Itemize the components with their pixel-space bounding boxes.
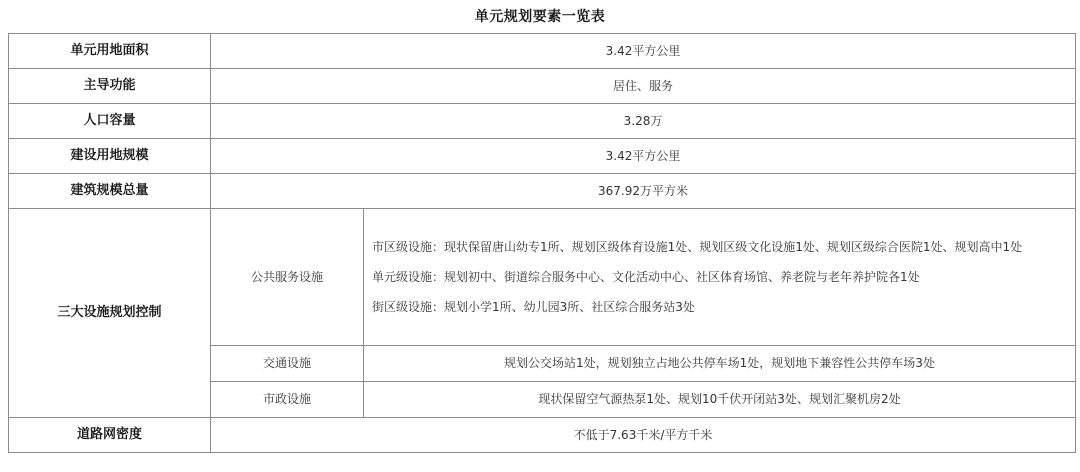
row-label: 主导功能 <box>9 69 211 104</box>
public-services-line-block: 街区级设施：规划小学1所、幼儿园3所、社区综合服务站3处 <box>372 300 695 314</box>
municipal-label: 市政设施 <box>211 382 364 418</box>
table-row-public-services <box>9 209 1076 346</box>
row-label: 人口容量 <box>9 104 211 139</box>
table-row <box>9 104 1076 139</box>
public-services-line-city: 市区级设施：现状保留唐山幼专1所、规划区级体育设施1处、规划区级文化设施1处、规划区级综合医院1处、规划高中1处 <box>372 240 1023 254</box>
transport-label: 交通设施 <box>211 346 364 382</box>
public-services-line-unit: 单元级设施：规划初中、街道综合服务中心、文化活动中心、社区体育场馆、养老院与老年养护院各1处 <box>372 270 920 284</box>
row-value: 居住、服务 <box>211 69 1076 104</box>
row-value: 367.92万平方米 <box>211 174 1076 209</box>
table-title: 单元规划要素一览表 <box>474 9 606 25</box>
public-services-label: 公共服务设施 <box>211 209 364 346</box>
row-value: 3.42平方公里 <box>211 34 1076 69</box>
planning-elements-table <box>8 33 1076 453</box>
table-row <box>9 139 1076 174</box>
row-label: 单元用地面积 <box>9 34 211 69</box>
table-row <box>9 34 1076 69</box>
row-label: 建设用地规模 <box>9 139 211 174</box>
road-density-value: 不低于7.63千米/平方千米 <box>211 418 1076 453</box>
road-density-label: 道路网密度 <box>9 418 211 453</box>
row-value: 3.28万 <box>211 104 1076 139</box>
facilities-label: 三大设施规划控制 <box>9 209 211 418</box>
transport-value: 规划公交场站1处，规划独立占地公共停车场1处，规划地下兼容性公共停车场3处 <box>364 346 1076 382</box>
table-row-road-density <box>9 418 1076 453</box>
row-label: 建筑规模总量 <box>9 174 211 209</box>
table-row <box>9 174 1076 209</box>
table-row <box>9 69 1076 104</box>
municipal-value: 现状保留空气源热泵1处、规划10千伏开闭站3处、规划汇聚机房2处 <box>364 382 1076 418</box>
row-value: 3.42平方公里 <box>211 139 1076 174</box>
public-services-detail <box>364 209 1076 346</box>
